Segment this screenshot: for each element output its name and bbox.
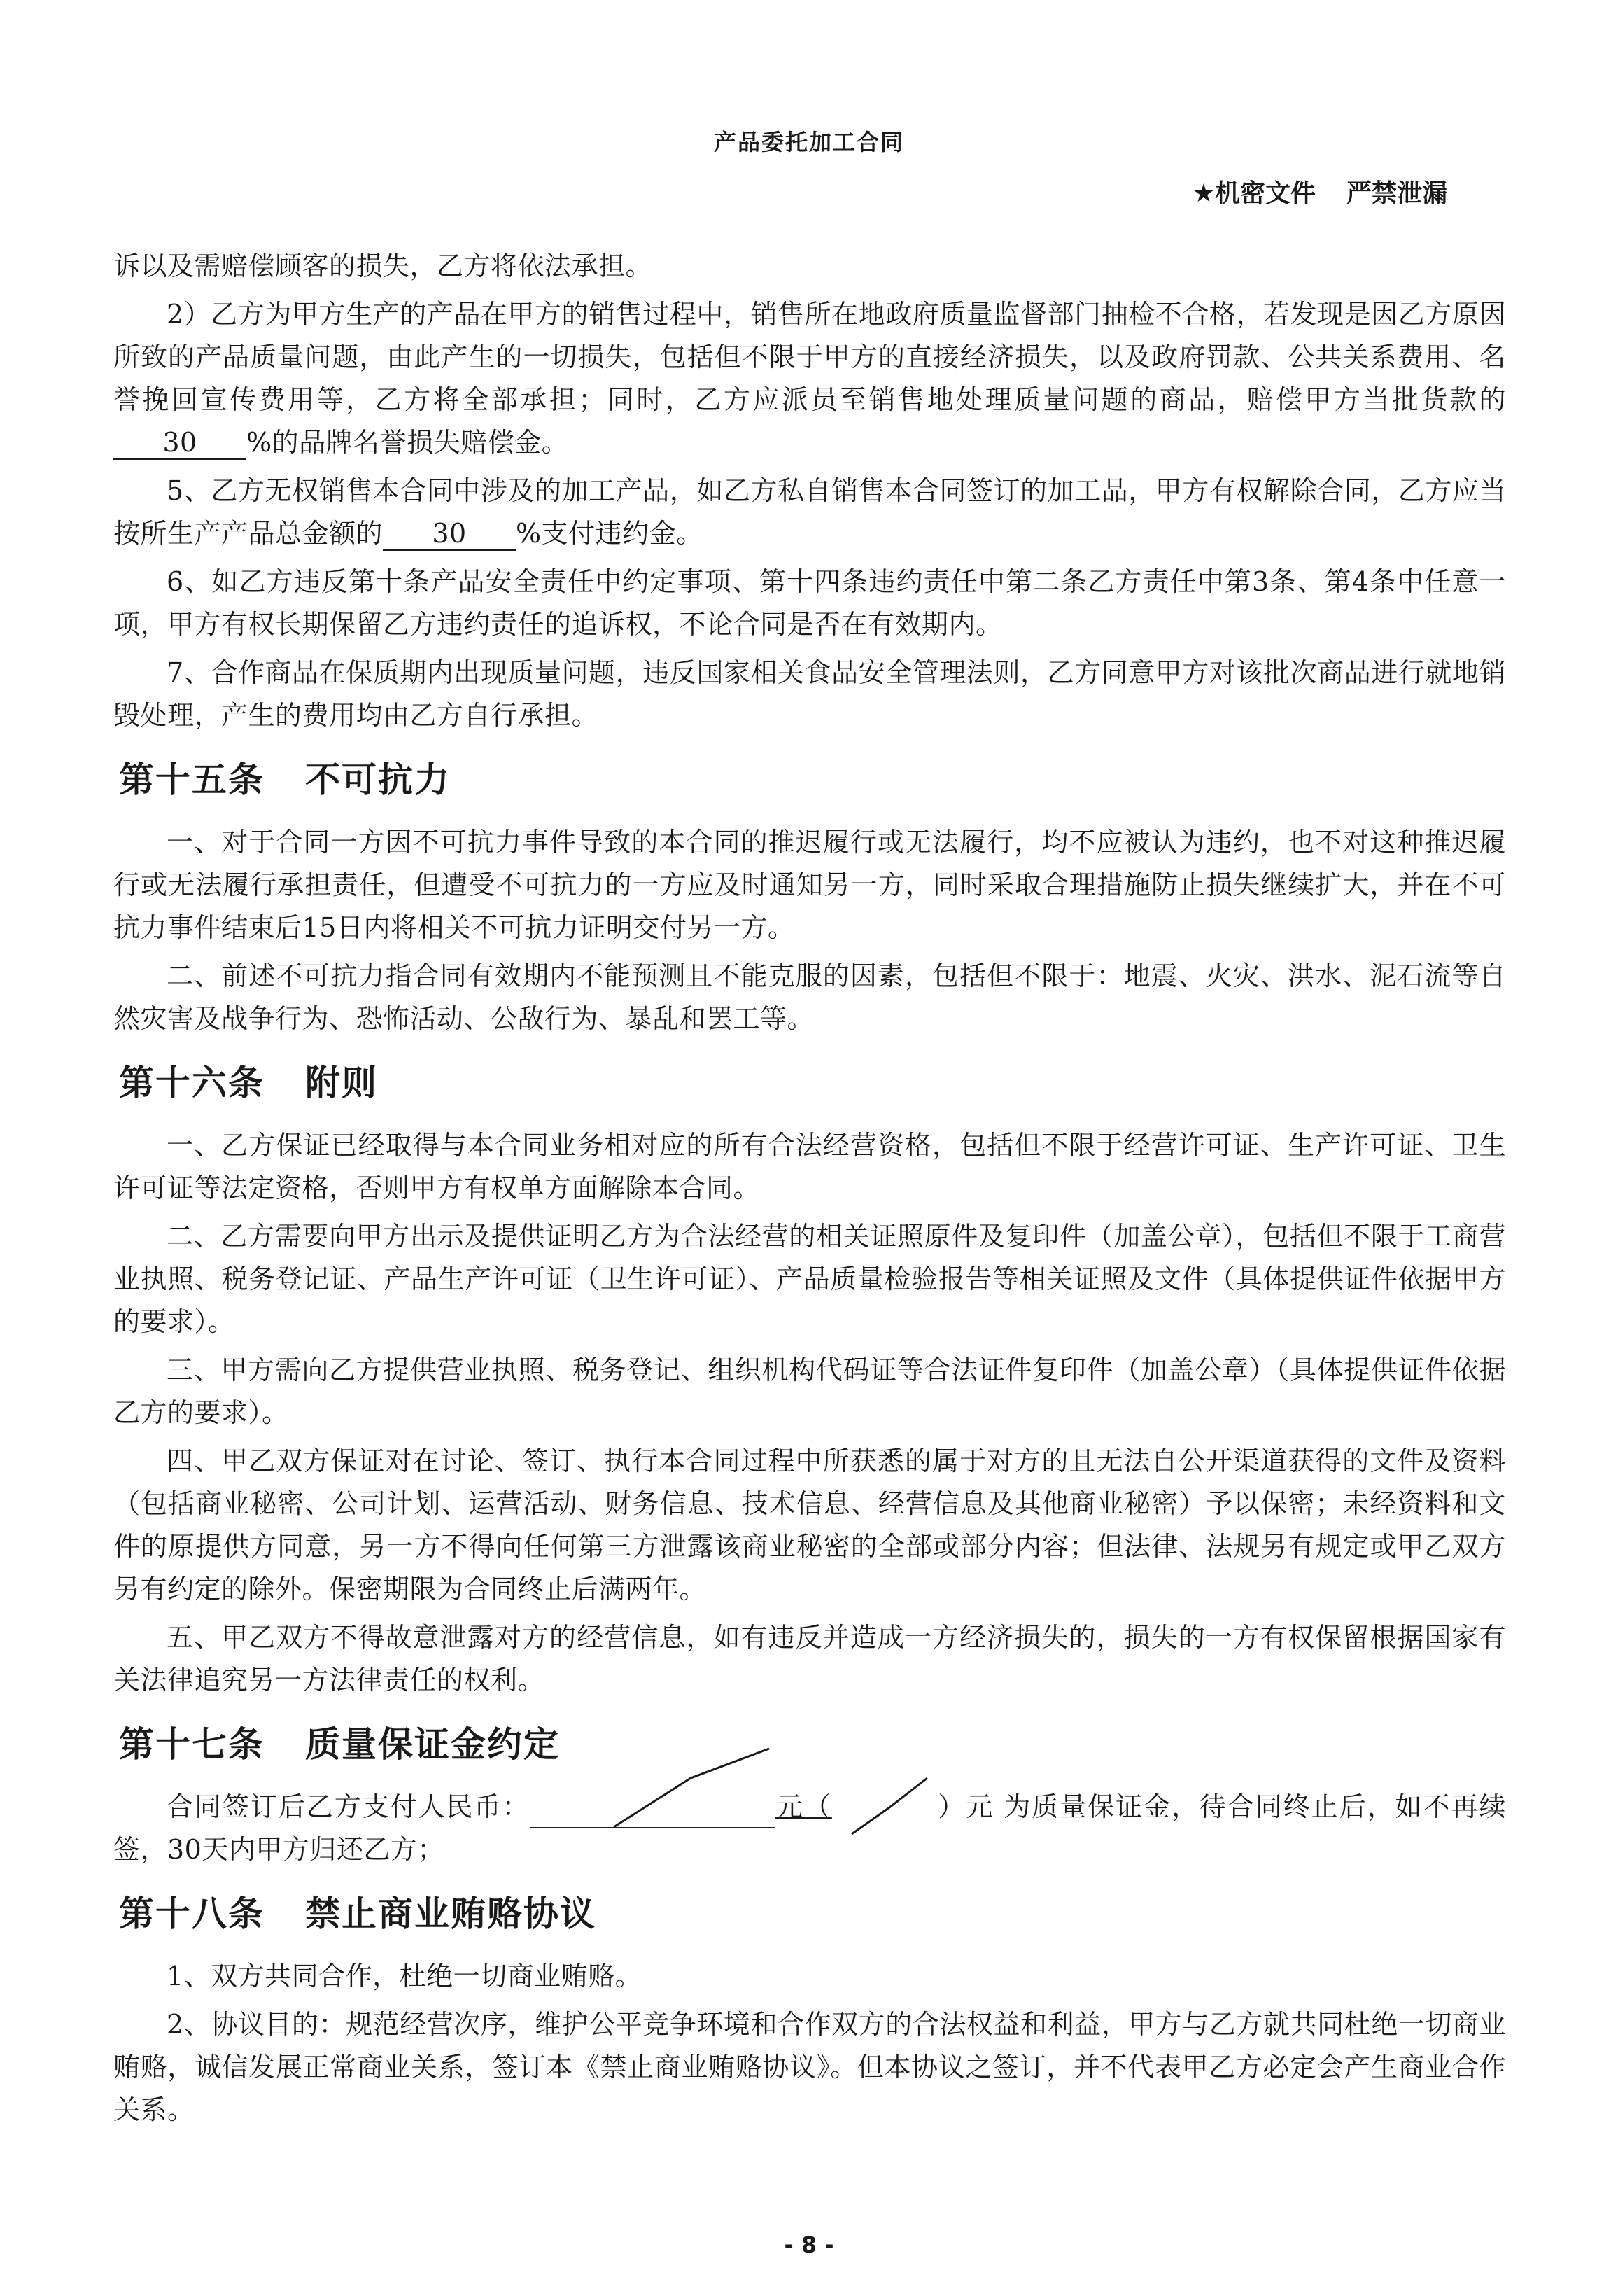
document-title: 产品委托加工合同 bbox=[713, 129, 904, 155]
penalty-percent-field: 30 bbox=[383, 517, 516, 551]
confidential-mark bbox=[1193, 174, 1447, 209]
section-16-clause-1: 一、乙方保证已经取得与本合同业务相对应的所有合法经营资格，包括但不限于经营许可证、生产许可证、卫生许可证等法定资格，否则甲方有权单方面解除本合同。 bbox=[113, 1130, 1506, 1203]
section-16-clause-2: 二、乙方需要向甲方出示及提供证明乙方为合法经营的相关证照原件及复印件（加盖公章），包括但不限于工商营业执照、税务登记证、产品生产许可证（卫生许可证）、产品质量检验报告等相关证照及文件（具体提供证件依据甲方的要求）。 bbox=[113, 1221, 1506, 1337]
section-17-clause: 合同签订后乙方支付人民币： 元（ ）元 为质量保证金，待合同终止后，如不再续签，30天内甲方归还乙方； bbox=[113, 1786, 1506, 1871]
deposit-amount-field bbox=[530, 1795, 775, 1828]
section-15-clause-2: 二、前述不可抗力指合同有效期内不能预测且不能克服的因素，包括但不限于：地震、火灾、洪水、泥石流等自然灾害及战争行为、恐怖活动、公敌行为、暴乱和罢工等。 bbox=[113, 960, 1506, 1034]
section-18-clause-2: 2、协议目的：规范经营次序，维护公平竞争环境和合作双方的合法权益和利益，甲方与乙方就共同杜绝一切商业贿赂，诚信发展正常商业关系，签订本《禁止商业贿赂协议》。但本协议之签订，并不代表甲乙方必定会产生商业合作关系。 bbox=[113, 2009, 1506, 2125]
section-16-clause-4: 四、甲乙双方保证对在讨论、签订、执行本合同过程中所获悉的属于对方的且无法自公开渠道获得的文件及资料（包括商业秘密、公司计划、运营活动、财务信息、技术信息、经营信息及其他商业秘密）予以保密；未经资料和文件的原提供方同意，另一方不得向任何第三方泄露该商业秘密的全部或部分内容；但法律、法规另有规定或甲乙双方另有约定的除外。保密期限为合同终止后满两年。 bbox=[113, 1446, 1506, 1604]
page-number: - 8 - bbox=[784, 2232, 834, 2258]
clause-5: 5、乙方无权销售本合同中涉及的加工产品，如乙方私自销售本合同签订的加工品，甲方有权解除合同，乙方应当按所生产产品总金额的 30 %支付违约金。 bbox=[113, 470, 1506, 555]
compensation-percent-field: 30 bbox=[113, 426, 246, 460]
section-18-clause-1: 1、双方共同合作，杜绝一切商业贿赂。 bbox=[167, 1961, 642, 1991]
clause-7: 7、合作商品在保质期内出现质量问题，违反国家相关食品安全管理法则，乙方同意甲方对该批次商品进行就地销毁处理，产生的费用均由乙方自行承担。 bbox=[113, 657, 1506, 731]
deposit-amount-words-field bbox=[832, 1796, 937, 1828]
yuan-unit: 元（ bbox=[775, 1791, 832, 1822]
confidential-label: ★机密文件 bbox=[1192, 179, 1316, 208]
section-16-clause-3: 三、甲方需向乙方提供营业执照、税务登记、组织机构代码证等合法证件复印件（加盖公章）（具体提供证件依据乙方的要求）。 bbox=[113, 1354, 1506, 1428]
section-16-clause-5: 五、甲乙双方不得故意泄露对方的经营信息，如有违反并造成一方经济损失的，损失的一方有权保留根据国家有关法律追究另一方法律责任的权利。 bbox=[113, 1622, 1506, 1695]
section-18-heading: 第十八条 禁止商业贿赂协议 bbox=[119, 1893, 596, 1934]
document-body bbox=[113, 245, 1506, 2132]
clause-6: 6、如乙方违反第十条产品安全责任中约定事项、第十四条违约责任中第二条乙方责任中第3条、第4条中任意一项，甲方有权长期保留乙方违约责任的追诉权，不论合同是否在有效期内。 bbox=[113, 566, 1506, 640]
clause-2: 2）乙方为甲方生产的产品在甲方的销售过程中，销售所在地政府质量监督部门抽检不合格，若发现是因乙方原因所致的产品质量问题，由此产生的一切损失，包括但不限于甲方的直接经济损失，以及政府罚款、公共关系费用、名誉挽回宣传费用等，乙方将全部承担；同时，乙方应派员至销售地处理质量问题的商品，赔偿甲方当批货款的30 %的品牌名誉损失赔偿金。 bbox=[113, 293, 1506, 464]
strike-mark bbox=[607, 1744, 775, 1828]
section-15-clause-1: 一、对于合同一方因不可抗力事件导致的本合同的推迟履行或无法履行，均不应被认为违约，也不对这种推迟履行或无法履行承担责任，但遭受不可抗力的一方应及时通知另一方，同时采取合理措施防止损失继续扩大，并在不可抗力事件结束后15日内将相关不可抗力证明交付另一方。 bbox=[113, 827, 1506, 943]
clause-text: 诉以及需赔偿顾客的损失，乙方将依法承担。 bbox=[113, 251, 653, 281]
section-17-heading: 第十七条 质量保证金约定 bbox=[119, 1724, 560, 1765]
strike-mark bbox=[847, 1775, 931, 1838]
section-15-heading: 第十五条 不可抗力 bbox=[119, 760, 451, 800]
confidential-note: 严禁泄漏 bbox=[1346, 179, 1447, 208]
section-16-heading: 第十六条 附则 bbox=[119, 1063, 378, 1103]
